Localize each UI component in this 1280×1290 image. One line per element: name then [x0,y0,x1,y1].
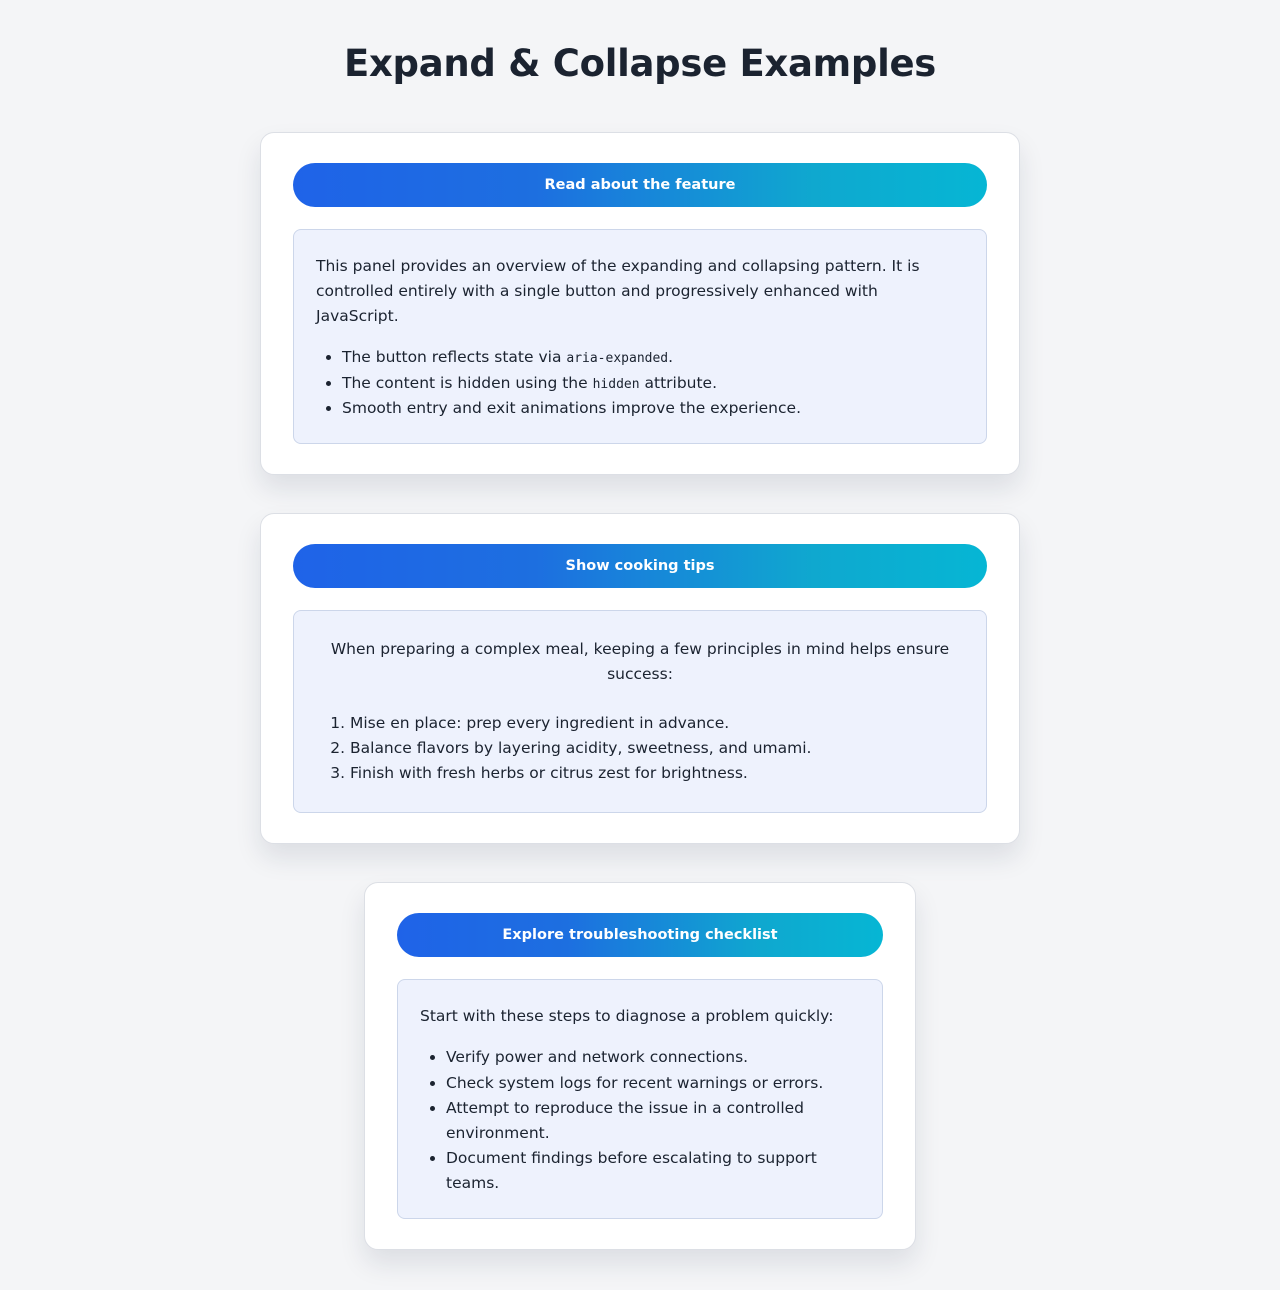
list-item-text: Smooth entry and exit animations improve the experience. [342,398,801,417]
list-item-text: The content is hidden using the [342,373,593,392]
disclosure-panel-2 [260,513,1020,845]
list-item-text: Document findings before escalating to support teams. [446,1148,817,1192]
toggle-button-show-cooking-tips[interactable]: Show cooking tips [293,544,987,588]
panel-content-3 [397,979,883,1219]
list-item [446,1045,860,1070]
panel-bullet-list-3 [420,1045,860,1196]
inline-code: aria-expanded [566,351,669,367]
panel-numbered-list-2 [316,711,964,786]
list-item-text: The button reflects state via [342,348,567,367]
list-item [350,761,964,786]
list-item [350,711,964,736]
page-title: Expand & Collapse Examples [344,42,936,85]
disclosure-panel-3 [364,882,916,1250]
list-item [446,1071,860,1096]
list-item-text: Mise en place: prep every ingredient in advance. [350,713,730,732]
list-item [342,396,964,421]
panel-intro-2: When preparing a complex meal, keeping a few principles in mind helps ensure success: [330,639,950,683]
panel-bullet-list-1 [316,345,964,420]
list-item [350,736,964,761]
list-item-text: Verify power and network connections. [446,1048,749,1067]
list-item [446,1096,860,1146]
panel-intro-1: This panel provides an overview of the expanding and collapsing pattern. It is controlled entirely with a single button and progressively enhanced with JavaScript. [316,257,920,326]
inline-code: hidden [592,376,640,392]
list-item [342,345,964,370]
toggle-button-read-about-the-feature[interactable]: Read about the feature [293,163,987,207]
list-item-suffix: attribute. [639,373,718,392]
list-item-text: Check system logs for recent warnings or errors. [446,1073,824,1092]
list-item-text: Balance flavors by layering acidity, sweetness, and umami. [350,739,812,758]
list-item [342,371,964,396]
disclosure-panel-1 [260,132,1020,475]
panel-intro-3: Start with these steps to diagnose a problem quickly: [420,1007,834,1026]
list-item [446,1146,860,1196]
panel-list [0,132,1280,1250]
toggle-button-explore-troubleshooting-checklist[interactable]: Explore troubleshooting checklist [397,913,883,957]
list-item-text: Finish with fresh herbs or citrus zest for brightness. [350,764,748,783]
panel-content-1 [293,229,987,444]
list-item-text: Attempt to reproduce the issue in a controlled environment. [446,1098,805,1142]
list-item-suffix: . [668,348,674,367]
panel-content-2 [293,610,987,814]
